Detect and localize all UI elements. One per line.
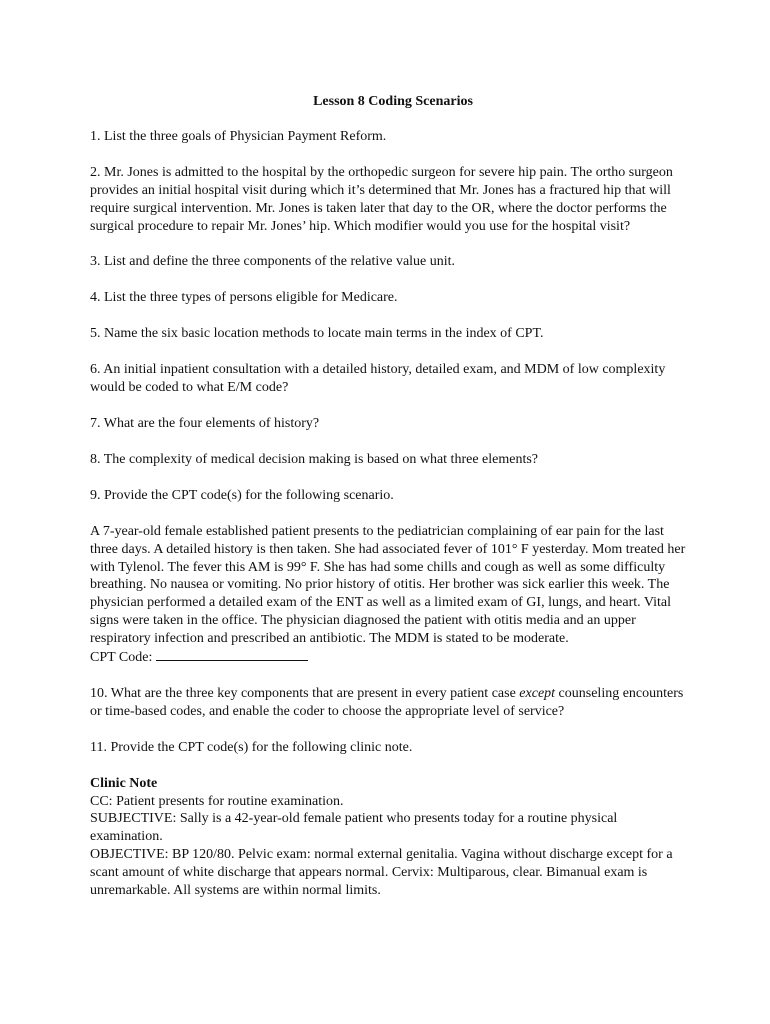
question-3: 3. List and define the three components of the relative value unit. [90, 254, 456, 270]
cpt-code-blank [156, 648, 308, 661]
question-4: 4. List the three types of persons eligible for Medicare. [90, 290, 398, 306]
cpt-code-line [90, 648, 690, 667]
document-title: Lesson 8 Coding Scenarios [313, 94, 473, 109]
question-9: 9. Provide the CPT code(s) for the following scenario. [90, 487, 394, 503]
question-10 [90, 685, 690, 721]
clinic-note-heading: Clinic Note [90, 775, 158, 791]
clinic-note-objective: OBJECTIVE: BP 120/80. Pelvic exam: normal external genitalia. Vagina without discharge except for a scant amount of white discharge that appears normal. Cervix: Multiparous, clear. Bimanual exam is unremarkable. All systems are within normal limits. [90, 847, 673, 899]
question-10-text-end: counseling encounters or time-based codes, and enable the coder to choose the appropriate level of service? [90, 685, 684, 719]
cpt-code-label: CPT Code: [90, 650, 153, 666]
question-8: 8. The complexity of medical decision making is based on what three elements? [90, 451, 538, 467]
question-11: 11. Provide the CPT code(s) for the following clinic note. [90, 739, 413, 755]
question-10-emphasis: except [519, 685, 556, 701]
clinic-note-cc: CC: Patient presents for routine examination. [90, 793, 344, 809]
question-10-text-start: 10. What are the three key components that are present in every patient case [90, 685, 520, 701]
question-7: 7. What are the four elements of history? [90, 415, 320, 431]
question-2: 2. Mr. Jones is admitted to the hospital by the orthopedic surgeon for severe hip pain. The ortho surgeon provides an initial hospital visit during which it’s determined that Mr. Jones has a fractured hip that will require surgical intervention. Mr. Jones is taken later that day to the OR, where the doctor performs the surgical procedure to repair Mr. Jones’ hip. Which modifier would you use for the hospital visit? [90, 164, 673, 234]
question-1: 1. List the three goals of Physician Payment Reform. [90, 128, 387, 144]
scenario-paragraph: A 7-year-old female established patient presents to the pediatrician complaining of ear pain for the last three days. A detailed history is then taken. She had associated fever of 101° F yesterday. Mom treated her with Tylenol. The fever this AM is 99° F. She has had some chills and cough as well as some difficulty breathing. No nausea or vomiting. No prior history of otitis. Her brother was sick earlier this week. The physician performed a detailed exam of the ENT as well as a limited exam of GI, lungs, and heart. Vital signs were taken in the office. The physician diagnosed the patient with otitis media and an upper respiratory infection and prescribed an antibiotic. The MDM is stated to be moderate. [90, 523, 686, 647]
question-5: 5. Name the six basic location methods to locate main terms in the index of CPT. [90, 326, 544, 342]
document-body [90, 93, 690, 900]
clinic-note-subjective: SUBJECTIVE: Sally is a 42-year-old female patient who presents today for a routine physical examination. [90, 811, 618, 845]
question-6: 6. An initial inpatient consultation with a detailed history, detailed exam, and MDM of low complexity would be coded to what E/M code? [90, 362, 666, 396]
